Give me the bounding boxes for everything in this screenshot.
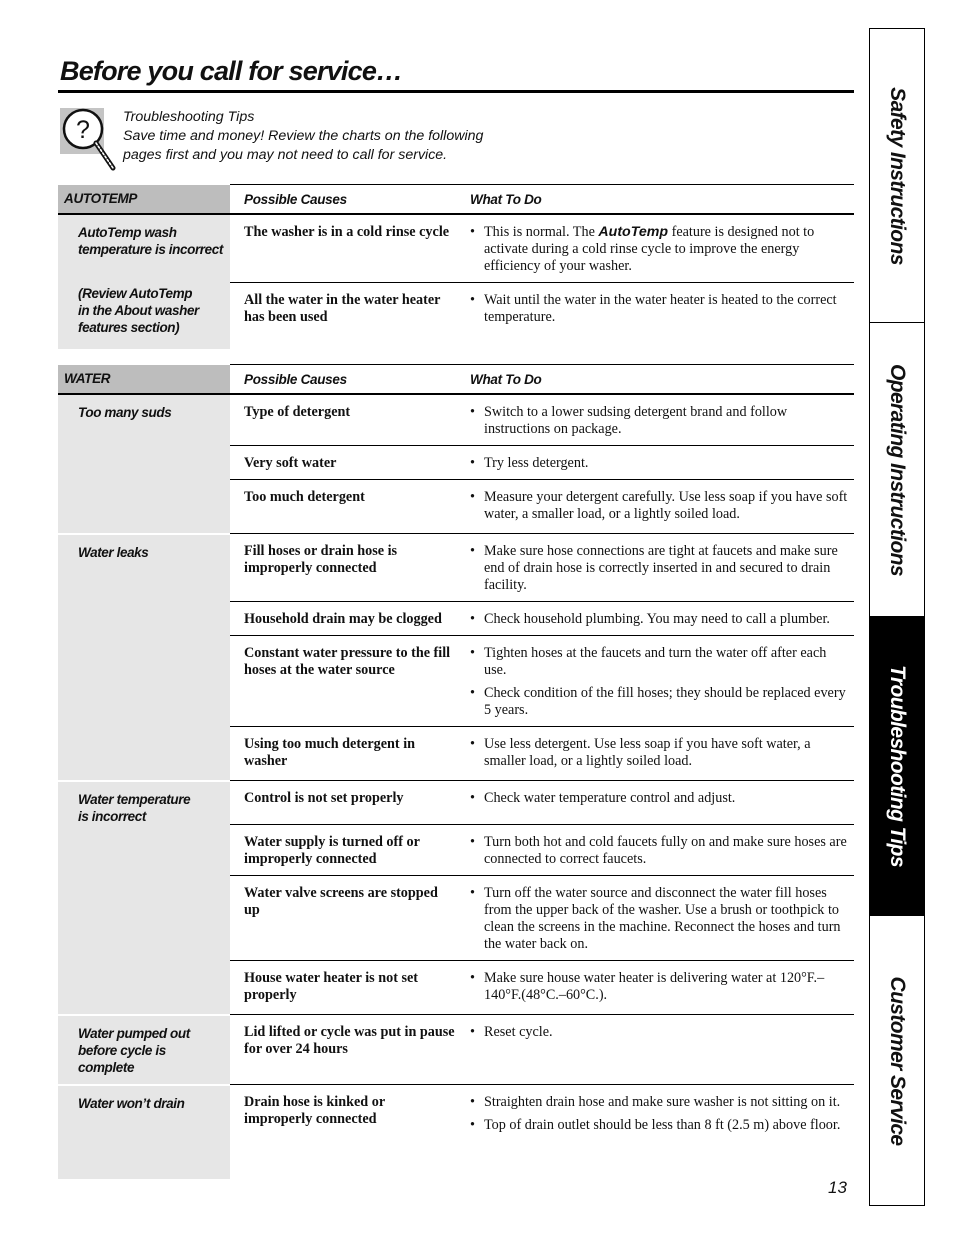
todo-item: • This is normal. The AutoTemp feature is designed not to activate during a cold rinse cycle to improve the energy efficiency of your washer.: [470, 224, 850, 275]
cause-cell: House water heater is not set properly: [230, 961, 460, 1015]
todo-cell: [460, 534, 854, 602]
todo-item: • Check household plumbing. You may need to call a plumber.: [470, 611, 850, 628]
problem-label: Water temperature: [78, 791, 191, 807]
todo-item: • Check water temperature control and adjust.: [470, 790, 850, 807]
table-row: [58, 1015, 854, 1085]
todo-item: • Use less detergent. Use less soap if you have soft water, a smaller load, or a lightly soiled load.: [470, 736, 850, 770]
svg-text:?: ?: [76, 116, 90, 144]
todo-header: What To Do: [460, 185, 854, 215]
tab-safety-instructions[interactable]: [870, 29, 924, 323]
problem-cell: Too many suds: [58, 394, 230, 534]
todo-cell: [460, 727, 854, 781]
problem-label: temperature is incorrect: [78, 242, 223, 257]
intro-line: pages first and you may not need to call for service.: [123, 147, 448, 163]
todo-cell: [460, 1085, 854, 1179]
problem-cell: Water leaks: [58, 534, 230, 781]
table-row: [58, 534, 854, 602]
title-rule: [58, 90, 854, 93]
cause-cell: Too much detergent: [230, 480, 460, 534]
cause-cell: Water supply is turned off or improperly connected: [230, 825, 460, 876]
cause-cell: Water valve screens are stopped up: [230, 876, 460, 961]
problem-note: features section): [78, 320, 180, 335]
problem-cell: Water won’t drain: [58, 1085, 230, 1179]
cause-cell: Very soft water: [230, 446, 460, 480]
cause-cell: Fill hoses or drain hose is improperly connected: [230, 534, 460, 602]
todo-cell: [460, 480, 854, 534]
cause-cell: Constant water pressure to the fill hoses at the water source: [230, 636, 460, 727]
cause-cell: The washer is in a cold rinse cycle: [230, 214, 460, 283]
question-magnifier-icon: [60, 108, 116, 172]
problem-label: is incorrect: [78, 808, 146, 824]
table-row: [58, 1085, 854, 1179]
tab-label: Troubleshooting Tips: [886, 665, 909, 867]
autotemp-table: [58, 184, 854, 349]
tab-troubleshooting-tips[interactable]: [870, 617, 924, 915]
todo-cell: [460, 876, 854, 961]
table-header: [58, 185, 854, 215]
todo-item: • Make sure hose connections are tight at faucets and make sure end of drain hose is correctly inserted in and secured to drain facility.: [470, 543, 850, 594]
intro-text: [123, 108, 483, 165]
problem-cell: [58, 214, 230, 349]
todo-cell: [460, 394, 854, 446]
autotemp-brand: AutoTemp: [598, 224, 669, 240]
todo-cell: [460, 825, 854, 876]
tab-label: Operating Instructions: [886, 363, 909, 576]
intro-line: Save time and money! Review the charts on the following: [123, 128, 484, 144]
tab-label: Safety Instructions: [886, 86, 909, 265]
problem-cell: [58, 1015, 230, 1085]
intro-heading: Troubleshooting Tips: [123, 109, 255, 125]
tab-customer-service[interactable]: [870, 915, 924, 1205]
todo-cell: [460, 602, 854, 636]
todo-cell: [460, 961, 854, 1015]
table-row: [58, 214, 854, 283]
todo-item: • Reset cycle.: [470, 1024, 850, 1041]
todo-item: • Check condition of the fill hoses; they should be replaced every 5 years.: [470, 685, 850, 719]
todo-item: • Straighten drain hose and make sure washer is not sitting on it.: [470, 1094, 850, 1111]
causes-header: Possible Causes: [230, 185, 460, 215]
cause-cell: Lid lifted or cycle was put in pause for over 24 hours: [230, 1015, 460, 1085]
problem-label: AutoTemp wash: [78, 225, 177, 240]
todo-cell: [460, 446, 854, 480]
todo-item: • Measure your detergent carefully. Use less soap if you have soft water, a smaller load, or a lightly soiled load.: [470, 489, 850, 523]
category-header: WATER: [58, 365, 230, 395]
cause-cell: Control is not set properly: [230, 781, 460, 825]
side-nav: [869, 28, 925, 1206]
tab-label: Customer Service: [886, 976, 909, 1145]
todo-cell: [460, 636, 854, 727]
cause-cell: All the water in the water heater has been used: [244, 292, 441, 325]
problem-cell: [58, 781, 230, 1015]
todo-item: • Top of drain outlet should be less than 8 ft (2.5 m) above floor.: [470, 1117, 850, 1134]
todo-item: • Tighten hoses at the faucets and turn the water off after each use.: [470, 645, 850, 679]
todo-header: What To Do: [460, 365, 854, 395]
problem-note: (Review AutoTemp: [78, 286, 193, 301]
todo-item: • Make sure house water heater is delivering water at 120°F.–140°F.(48°C.–60°C.).: [470, 970, 850, 1004]
table-row: [58, 781, 854, 825]
todo-item: • Turn both hot and cold faucets fully on and make sure hoses are connected to correct faucets.: [470, 834, 850, 868]
problem-note: in the About washer: [78, 303, 199, 318]
todo-item: • Turn off the water source and disconnect the water fill hoses from the upper back of the washer. Use a brush or toothpick to clean the screens in the machine. Reconnect the hoses and turn the water back on.: [470, 885, 850, 953]
todo-item: • Switch to a lower sudsing detergent brand and follow instructions on package.: [470, 404, 850, 438]
problem-label: Water pumped out: [78, 1025, 190, 1041]
cause-cell: Using too much detergent in washer: [230, 727, 460, 781]
todo-cell: [460, 283, 854, 350]
cause-cell: Type of detergent: [230, 394, 460, 446]
table-row: [58, 394, 854, 446]
table-header: [58, 365, 854, 395]
water-table: [58, 364, 854, 1179]
todo-item: • Wait until the water in the water heater is heated to the correct temperature.: [470, 292, 850, 326]
causes-header: Possible Causes: [230, 365, 460, 395]
cause-cell: Household drain may be clogged: [230, 602, 460, 636]
todo-item: • Try less detergent.: [470, 455, 850, 472]
todo-cell: [460, 781, 854, 825]
page-number: 13: [828, 1178, 847, 1197]
tab-operating-instructions[interactable]: [870, 323, 924, 617]
problem-label: complete: [78, 1059, 135, 1075]
cause-cell: Drain hose is kinked or improperly connected: [244, 1094, 385, 1127]
page-title: Before you call for service…: [60, 56, 403, 86]
todo-cell: [460, 1015, 854, 1085]
todo-cell: [460, 214, 854, 283]
problem-label: before cycle is: [78, 1042, 166, 1058]
category-header: AUTOTEMP: [58, 185, 230, 215]
